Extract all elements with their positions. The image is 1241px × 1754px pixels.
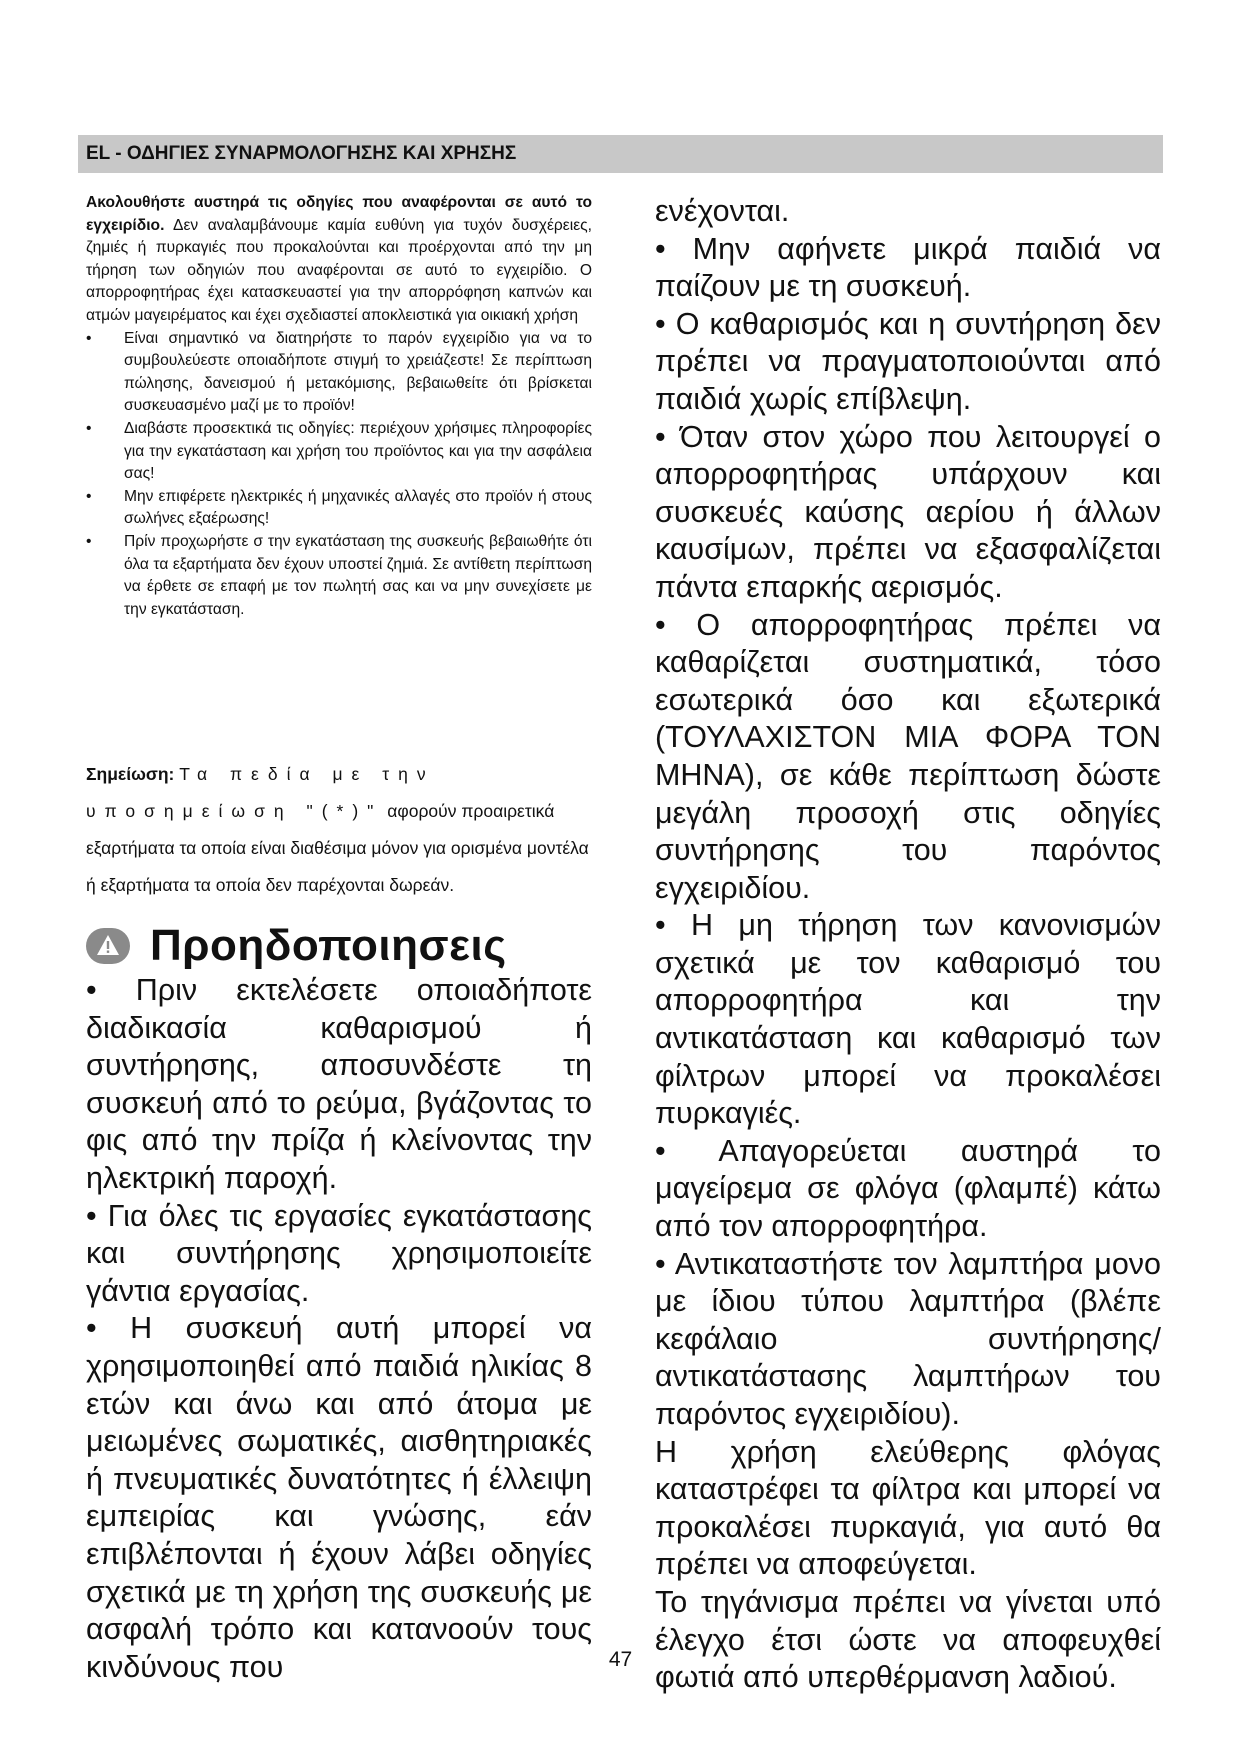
warning-paragraph: • Για όλες τις εργασίες εγκατάστασης και συντήρησης χρησιμοποιείτε γάντια εργασίας. [86, 1198, 592, 1308]
warning-paragraph: ενέχονται. [655, 194, 790, 228]
note-label: Σημείωση: [86, 764, 175, 784]
section-header [78, 135, 1163, 173]
warning-paragraph: • Απαγορεύεται αυστηρά το μαγείρεμα σε φλόγα (φλαμπέ) κάτω από τον απορροφητήρα. [655, 1133, 1161, 1244]
warning-paragraph: Το τηγάνισμα πρέπει να γίνεται υπό έλεγχο έτσι ώστε να αποφευχθεί φωτιά από υπερθέρμανση λαδιού. [655, 1584, 1161, 1695]
intro-text: Δεν αναλαμβάνουμε καμία ευθύνη για τυχόν δυσχέρειες, ζημιές ή πυρκαγιές που προκαλούνται και προέρχονται από την μη τήρηση των οδηγιών που αναφέρονται σε αυτό το εγχειρίδιο. Ο απορροφητήρας έχει κατασκευαστεί για την απορρόφηση καπνών και ατμών μαγειρέματος και έχει σχεδιαστεί αποκλειστικά για οικιακή χρήση [86, 216, 592, 324]
intro-block [86, 192, 592, 621]
list-item: • Πρίν προχωρήστε σ την εγκατάσταση της συσκευής βεβαιωθήτε ότι όλα τα εξαρτήματα δεν έχουν υποστεί ζημιά. Σε αντίθετη περίπτωση να έρθετε σε επαφή με τον πωλητή σας και να μην συνεχίσετε με την εγκατάσταση. [86, 531, 592, 621]
list-item: • Μην επιφέρετε ηλεκτρικές ή μηχανικές αλλαγές στο προϊόν ή στους σωλήνες εξαέρωσης! [86, 486, 592, 531]
warning-paragraph: • Μην αφήνετε μικρά παιδιά να παίζουν με τη συσκευή. [655, 231, 1161, 304]
intro-bullet-list [86, 328, 592, 622]
warning-paragraph: • Πριν εκτελέσετε οποιαδήποτε διαδικασία καθαρισμού ή συντήρησης, αποσυνδέστε τη συσκευή από το ρεύμα, βγάζοντας το φις από την πρίζα ή κλείνοντας την ηλεκτρική παροχή. [86, 973, 592, 1195]
warning-paragraph: • Ο καθαρισμός και η συντήρηση δεν πρέπει να πραγματοποιούνται από παιδιά χωρίς επίβλεψη. [655, 306, 1161, 416]
warning-paragraph: • Η μη τήρηση των κανονισμών σχετικά με τον καθαρισμό του απορροφητήρα και την αντικατάσταση και καθαρισμό των φίλτρων μπορεί να προκαλέσει πυρκαγιές. [655, 908, 1161, 1131]
warnings-left-column [86, 972, 592, 1686]
warning-paragraph: • Ο απορροφητήρας πρέπει να καθαρίζεται συστηματικά, τόσο εσωτερικά όσο και εξωτερικά (ΤΟΥΛΑΧΙΣΤΟΝ ΜΙΑ ΦΟΡΑ ΤΟΝ ΜΗΝΑ), σε κάθε περίπτωση δώστε μεγάλη προσοχή στις οδηγίες συντήρησης του παρόντος εγχειριδίου. [655, 607, 1161, 905]
warning-paragraph: • Όταν στον χώρο που λειτουργεί ο απορροφητήρας υπάρχουν και συσκευές καύσης αερίου ή άλλων καυσίμων, πρέπει να εξασφαλίζεται πάντα επαρκής αερισμός. [655, 419, 1161, 604]
warnings-right-column [655, 193, 1161, 1697]
warnings-title: Προηδοποιησεις [150, 921, 507, 970]
warning-paragraph: Η χρήση ελεύθερης φλόγας καταστρέφει τα φίλτρα και μπορεί να προκαλέσει πυρκαγιά, για αυτό θα πρέπει να αποφεύγεται. [655, 1434, 1161, 1582]
note-text: αφορούν προαιρετικά εξαρτήματα τα οποία είναι διαθέσιμα μόνον για ορισμένα μοντέλα ή εξαρτήματα τα οποία δεν παρέχονται δωρεάν. [86, 801, 589, 895]
warning-icon [86, 928, 130, 964]
warning-paragraph: • Αντικαταστήστε τον λαμπτήρα μονο με ίδιου τύπου λαμπτήρα (βλέπε κεφάλαιο συντήρησης/αντικατάστασης λαμπτήρων του παρόντος εγχειριδίου). [655, 1246, 1161, 1431]
list-item: • Διαβάστε προσεκτικά τις οδηγίες: περιέχουν χρήσιμες πληροφορίες για την εγκατάσταση και χρήση του προϊόντος και για την ασφάλεια σας! [86, 418, 592, 486]
section-title: EL - ΟΔΗΓΙΕΣ ΣΥΝΑΡΜΟΛΟΓΗΣΗΣ ΚΑΙ ΧΡΗΣΗΣ [86, 143, 517, 164]
warning-paragraph: • Η συσκευή αυτή μπορεί να χρησιμοποιηθεί από παιδιά ηλικίας 8 ετών και άνω και από άτομα με μειωμένες σωματικές, αισθητηριακές ή πνευματικές δυνατότητες ή έλλειψη εμπειρίας και γνώσης, εάν επιβλέπονται ή έχουν λάβει οδηγίες σχετικά με τη χρήση της συσκευής με ασφαλή τρόπο και κατανοούν τους κινδύνους που [86, 1311, 592, 1684]
page-number: 47 [608, 1648, 633, 1671]
intro-bold-lead: Ακολουθήστε αυστηρά τις οδηγίες που αναφέρονται σε αυτό το εγχειρίδιο. [86, 194, 592, 234]
note-block [86, 756, 592, 904]
note-spaced-text: Τα πεδία με την υποσημείωση "(*)" [86, 764, 435, 821]
list-item: • Είναι σημαντικό να διατηρήστε το παρόν εγχειρίδιο για να το συμβουλεύεστε οποιαδήποτε στιγμή το χρειάζεστε! Σε περίπτωση πώλησης, δανεισμού ή μετακόμισης, βεβαιωθείτε ότι βρίσκεται συσκευασμένο μαζί με το προϊόν! [86, 328, 592, 418]
warnings-heading [86, 918, 507, 974]
